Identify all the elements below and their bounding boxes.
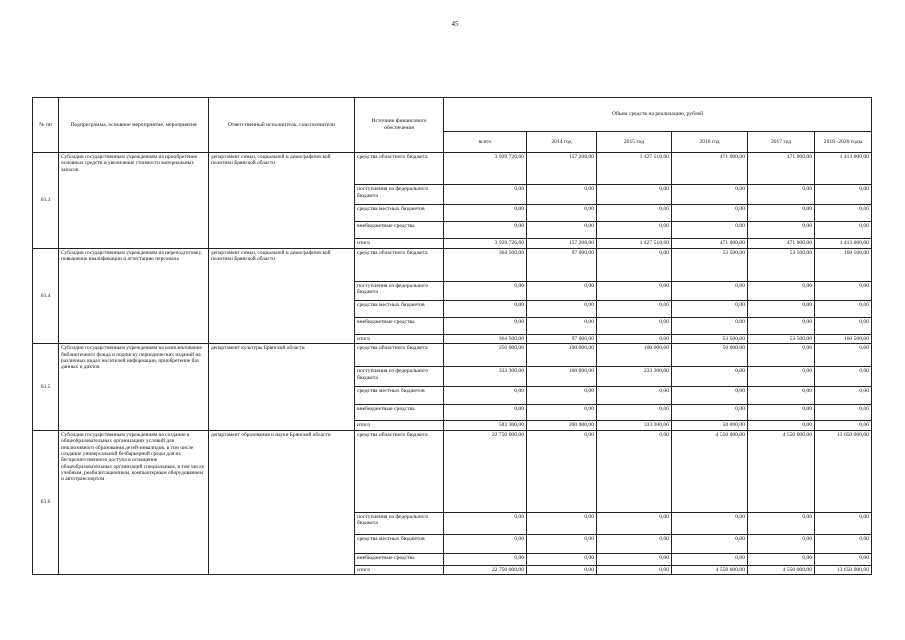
amount-cell: 100 000,00 (527, 344, 597, 367)
amount-cell: 53 500,00 (672, 248, 748, 281)
amount-cell: 100 000,00 (527, 367, 597, 387)
header-total: всего (444, 132, 527, 153)
amount-cell: 471 000,00 (672, 153, 748, 185)
amount-cell: 0,00 (597, 534, 672, 553)
amount-cell: 1 427 518,60 (597, 153, 672, 185)
table-row (33, 344, 872, 367)
funding-source: поступления из федерального бюджета (355, 185, 444, 205)
amount-cell: 0,00 (748, 281, 815, 300)
amount-cell: 0,00 (597, 405, 672, 421)
amount-cell: 100 000,00 (597, 344, 672, 367)
amount-cell: 0,00 (815, 317, 872, 334)
amount-cell: 364 500,00 (444, 248, 527, 281)
amount-cell: 471 000,00 (748, 239, 815, 249)
amount-cell: 0,00 (527, 553, 597, 565)
amount-cell: 0,00 (815, 367, 872, 387)
item-executor: департамент культуры Брянской области (209, 344, 355, 431)
amount-cell: 53 500,00 (748, 248, 815, 281)
amount-cell: 13 650 000,00 (815, 565, 872, 575)
funding-source: внебюджетные средства (355, 222, 444, 239)
header-2016: 2016 год (672, 132, 748, 153)
amount-cell: 0,00 (672, 534, 748, 553)
item-executor: департамент семьи, социальной и демографической политики Брянской области (209, 153, 355, 249)
amount-cell: 583 300,00 (444, 421, 527, 431)
amount-cell: 333 300,00 (597, 421, 672, 431)
amount-cell: 0,00 (815, 405, 872, 421)
funding-source: внебюджетные средства (355, 553, 444, 565)
amount-cell: 0,00 (672, 387, 748, 405)
header-program: Подпрограмма, основное мероприятие, мероприятия (59, 98, 209, 153)
amount-cell: 0,00 (597, 248, 672, 281)
item-description: Субсидии государственным учреждениям на создание в общеобразовательных организациях условий для инклюзивного образования детей-инвалидов, в том числе создание универсальной безбарьерной среды для их беспрепятственного доступа в оснащение общеобразовательных организаций специальным, в том числе учебным, реабилитационным, компьютерным оборудованием и автотранспортом (59, 430, 209, 575)
item-description: Субсидии государственным учреждениям на комплектование библиотечного фонда и подписку периодических изданий на различных видах носителей информации, приобретение баз данных и диктов (59, 344, 209, 431)
amount-cell: 0,00 (444, 553, 527, 565)
header-2017: 2017 год (748, 132, 815, 153)
amount-cell: 0,00 (597, 281, 672, 300)
amount-cell: 157 208,00 (527, 153, 597, 185)
amount-cell: 0,00 (672, 512, 748, 534)
item-executor: департамент образования и науки Брянской области (209, 430, 355, 575)
funding-source: поступления из федерального бюджета (355, 281, 444, 300)
amount-cell: 0,00 (527, 565, 597, 575)
amount-cell: 333 300,00 (444, 367, 527, 387)
amount-cell: 0,00 (815, 421, 872, 431)
amount-cell: 233 300,00 (597, 367, 672, 387)
amount-cell: 3 939 726,60 (444, 239, 527, 249)
amount-cell: 97 000,00 (527, 248, 597, 281)
funding-source: средства местных бюджетов (355, 387, 444, 405)
amount-cell: 0,00 (748, 512, 815, 534)
amount-cell: 0,00 (597, 565, 672, 575)
amount-cell: 0,00 (815, 281, 872, 300)
amount-cell: 4 550 000,00 (672, 565, 748, 575)
amount-cell: 53 500,00 (672, 334, 748, 344)
amount-cell: 0,00 (597, 512, 672, 534)
header-2018-2020: 2018 -2020 годы (815, 132, 872, 153)
amount-cell: 0,00 (748, 344, 815, 367)
amount-cell: 160 500,00 (815, 334, 872, 344)
amount-cell: 0,00 (815, 553, 872, 565)
header-no: № пп (33, 98, 59, 153)
amount-cell: 0,00 (597, 300, 672, 317)
funding-source: внебюджетные средства (355, 317, 444, 334)
amount-cell: 0,00 (672, 300, 748, 317)
amount-cell: 0,00 (672, 205, 748, 222)
amount-cell: 0,00 (527, 185, 597, 205)
amount-cell: 0,00 (815, 534, 872, 553)
amount-cell: 4 550 000,00 (672, 430, 748, 512)
amount-cell: 0,00 (748, 185, 815, 205)
amount-cell: 0,00 (597, 387, 672, 405)
funding-source: итого (355, 239, 444, 249)
amount-cell: 0,00 (672, 222, 748, 239)
header-2015: 2015 год (597, 132, 672, 153)
amount-cell: 0,00 (815, 222, 872, 239)
amount-cell: 0,00 (672, 281, 748, 300)
amount-cell: 0,00 (672, 317, 748, 334)
amount-cell: 1 413 000,00 (815, 153, 872, 185)
amount-cell: 22 750 000,00 (444, 565, 527, 575)
amount-cell: 22 750 000,00 (444, 430, 527, 512)
item-number: 63.5 (33, 344, 59, 431)
funding-source: итого (355, 421, 444, 431)
amount-cell: 3 939 726,60 (444, 153, 527, 185)
funding-source: внебюджетные средства (355, 405, 444, 421)
amount-cell: 0,00 (527, 317, 597, 334)
amount-cell: 0,00 (527, 300, 597, 317)
amount-cell: 0,00 (444, 300, 527, 317)
amount-cell: 0,00 (815, 185, 872, 205)
table-row (33, 153, 872, 185)
amount-cell: 0,00 (597, 317, 672, 334)
page-number: 45 (451, 20, 459, 28)
amount-cell: 0,00 (597, 185, 672, 205)
amount-cell: 0,00 (748, 317, 815, 334)
amount-cell: 0,00 (444, 281, 527, 300)
amount-cell: 0,00 (444, 512, 527, 534)
funding-source: поступления из федерального бюджета (355, 512, 444, 534)
funding-source: средства местных бюджетов (355, 205, 444, 222)
header-source: Источник финансового обеспечения (355, 98, 444, 153)
amount-cell: 53 500,00 (748, 334, 815, 344)
amount-cell: 0,00 (444, 185, 527, 205)
amount-cell: 1 427 518,60 (597, 239, 672, 249)
header-2014: 2014 год (527, 132, 597, 153)
amount-cell: 0,00 (597, 430, 672, 512)
item-number: 63.3 (33, 153, 59, 249)
amount-cell: 0,00 (815, 512, 872, 534)
amount-cell: 0,00 (748, 367, 815, 387)
amount-cell: 0,00 (748, 300, 815, 317)
amount-cell: 13 650 000,00 (815, 430, 872, 512)
funding-source: средства местных бюджетов (355, 534, 444, 553)
amount-cell: 0,00 (748, 387, 815, 405)
amount-cell: 0,00 (672, 405, 748, 421)
funding-table (32, 97, 872, 575)
amount-cell: 0,00 (527, 430, 597, 512)
item-number: 63.6 (33, 430, 59, 575)
amount-cell: 471 000,00 (748, 153, 815, 185)
amount-cell: 0,00 (444, 405, 527, 421)
amount-cell: 0,00 (444, 205, 527, 222)
amount-cell: 364 500,00 (444, 334, 527, 344)
table-row (33, 248, 872, 281)
amount-cell: 0,00 (597, 222, 672, 239)
amount-cell: 0,00 (748, 405, 815, 421)
amount-cell: 0,00 (815, 300, 872, 317)
amount-cell: 0,00 (597, 334, 672, 344)
amount-cell: 0,00 (527, 205, 597, 222)
amount-cell: 0,00 (527, 387, 597, 405)
funding-source: средства областного бюджета (355, 430, 444, 512)
amount-cell: 0,00 (672, 553, 748, 565)
amount-cell: 0,00 (527, 405, 597, 421)
item-number: 63.4 (33, 248, 59, 344)
funding-source: средства областного бюджета (355, 248, 444, 281)
amount-cell: 50 000,00 (672, 344, 748, 367)
amount-cell: 200 000,00 (527, 421, 597, 431)
header-volume: Объем средств на реализацию, рублей (444, 98, 872, 132)
funding-source: средства местных бюджетов (355, 300, 444, 317)
amount-cell: 0,00 (444, 222, 527, 239)
amount-cell: 0,00 (527, 512, 597, 534)
amount-cell: 0,00 (748, 534, 815, 553)
amount-cell: 0,00 (444, 317, 527, 334)
item-description: Субсидии государственным учреждениям на переподготовку, повышение квалификации и аттестацию персонала (59, 248, 209, 344)
amount-cell: 0,00 (527, 281, 597, 300)
amount-cell: 0,00 (748, 421, 815, 431)
amount-cell: 50 000,00 (672, 421, 748, 431)
amount-cell: 0,00 (597, 553, 672, 565)
amount-cell: 0,00 (672, 185, 748, 205)
item-description: Субсидии государственным учреждениям на приобретение основных средств и увеличение стоимости материальных запасов (59, 153, 209, 249)
table-row (33, 430, 872, 512)
amount-cell: 250 000,00 (444, 344, 527, 367)
amount-cell: 0,00 (444, 387, 527, 405)
amount-cell: 0,00 (815, 205, 872, 222)
amount-cell: 0,00 (815, 387, 872, 405)
amount-cell: 97 000,00 (527, 334, 597, 344)
funding-source: средства областного бюджета (355, 344, 444, 367)
amount-cell: 471 000,00 (672, 239, 748, 249)
amount-cell: 0,00 (597, 205, 672, 222)
amount-cell: 4 550 000,00 (748, 565, 815, 575)
item-executor: департамент семьи, социальной и демографической политики Брянской области (209, 248, 355, 344)
funding-source: итого (355, 334, 444, 344)
amount-cell: 0,00 (672, 367, 748, 387)
amount-cell: 157 208,00 (527, 239, 597, 249)
amount-cell: 0,00 (748, 222, 815, 239)
amount-cell: 0,00 (527, 222, 597, 239)
funding-source: поступления из федерального бюджета (355, 367, 444, 387)
funding-source: итого (355, 565, 444, 575)
amount-cell: 4 550 000,00 (748, 430, 815, 512)
amount-cell: 0,00 (815, 344, 872, 367)
amount-cell: 0,00 (748, 553, 815, 565)
funding-source: средства областного бюджета (355, 153, 444, 185)
amount-cell: 0,00 (527, 534, 597, 553)
header-executor: Ответственный исполнитель, соисполнители (209, 98, 355, 153)
amount-cell: 0,00 (748, 205, 815, 222)
amount-cell: 160 500,00 (815, 248, 872, 281)
amount-cell: 1 413 000,00 (815, 239, 872, 249)
amount-cell: 0,00 (444, 534, 527, 553)
